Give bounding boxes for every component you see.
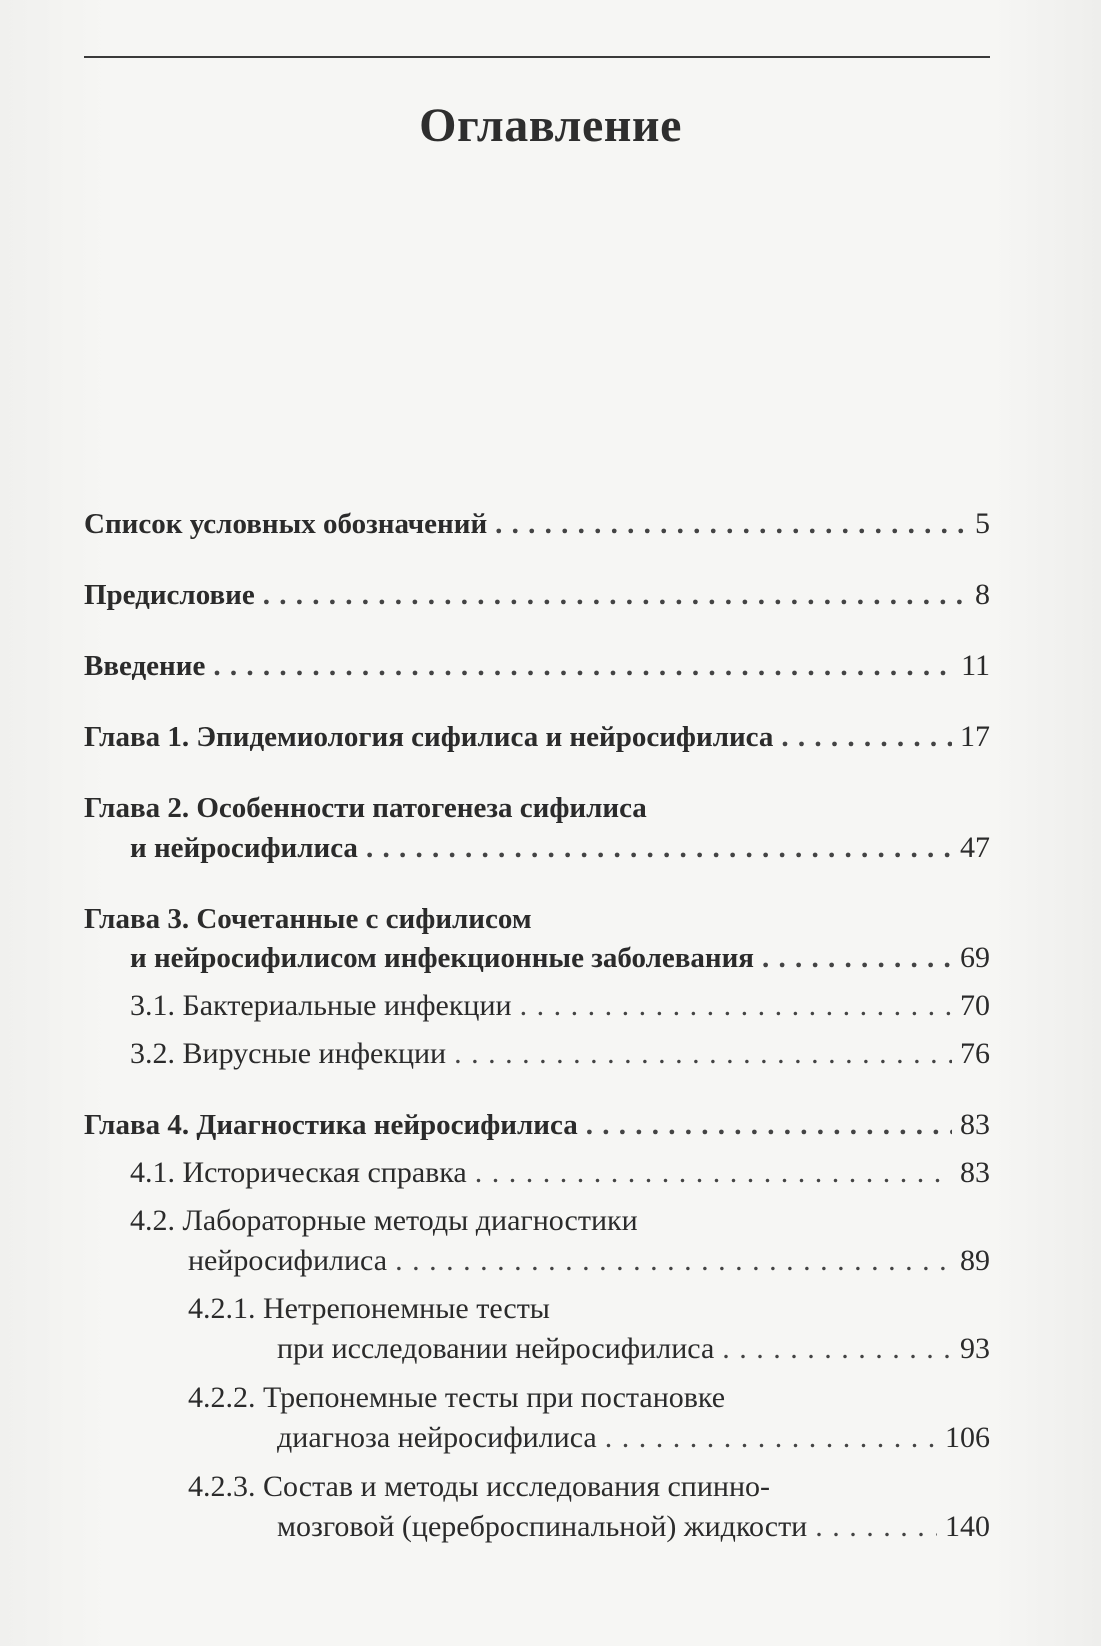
- toc-page-number: 89: [960, 1244, 990, 1277]
- toc-entry[interactable]: [130, 940, 990, 976]
- leader-dots: [605, 1420, 937, 1456]
- toc-entry[interactable]: [84, 506, 990, 542]
- toc-entry-title: Глава 4. Диагностика нейросифилиса: [84, 1109, 578, 1141]
- leader-dots: [475, 1155, 952, 1191]
- toc-entry-title-line1[interactable]: 4.2. Лабораторные методы диагностики: [130, 1204, 638, 1237]
- toc-page-number: 11: [961, 649, 990, 682]
- toc-page-number: 17: [960, 720, 990, 753]
- toc-entry[interactable]: [84, 1107, 990, 1143]
- toc-page-number: 8: [975, 578, 990, 611]
- leader-dots: [213, 648, 953, 684]
- leader-dots: [722, 1331, 952, 1367]
- leader-dots: [263, 577, 967, 613]
- toc-entry-title: Список условных обозначений: [84, 508, 488, 540]
- toc-entry-title: и нейросифилиса: [130, 832, 358, 864]
- toc-entry-title: диагноза нейросифилиса: [277, 1421, 597, 1454]
- toc-entry[interactable]: [130, 988, 990, 1024]
- toc-entry-title-line1[interactable]: Глава 2. Особенности патогенеза сифилиса: [84, 792, 647, 824]
- leader-dots: [520, 988, 952, 1024]
- toc-page-number: 93: [960, 1332, 990, 1365]
- toc-entry-title-line1[interactable]: 4.2.2. Трепонемные тесты при постановке: [188, 1381, 726, 1414]
- leader-dots: [815, 1509, 937, 1545]
- toc-page-number: 76: [960, 1037, 990, 1070]
- header-rule: [84, 56, 990, 58]
- toc-page-number: 47: [960, 831, 990, 864]
- toc-entry-title: 4.1. Историческая справка: [130, 1156, 467, 1189]
- toc-entry[interactable]: [130, 1155, 990, 1191]
- toc-entry[interactable]: [277, 1509, 990, 1545]
- toc-entry-title-line1[interactable]: 4.2.3. Состав и методы исследования спинно-: [188, 1470, 771, 1503]
- toc-page-number: 69: [960, 941, 990, 974]
- toc-page-number: 5: [975, 507, 990, 540]
- toc-entry-title: Предисловие: [84, 579, 255, 611]
- toc-entry[interactable]: [277, 1420, 990, 1456]
- leader-dots: [495, 506, 967, 542]
- toc-entry-title-line1[interactable]: Глава 3. Сочетанные с сифилисом: [84, 903, 532, 935]
- page-title: Оглавление: [419, 99, 682, 152]
- toc-entry-title: нейросифилиса: [188, 1244, 388, 1277]
- toc-entry[interactable]: [84, 719, 990, 755]
- toc-entry-title: при исследовании нейросифилиса: [277, 1332, 715, 1365]
- toc-entry[interactable]: [84, 577, 990, 613]
- toc-entry[interactable]: [84, 648, 990, 684]
- leader-dots: [366, 830, 952, 866]
- toc-entry-title-line1[interactable]: 4.2.1. Нетрепонемные тесты: [188, 1292, 550, 1325]
- toc-page-number: 83: [960, 1156, 990, 1189]
- toc-entry-title: Введение: [84, 650, 206, 682]
- leader-dots: [762, 940, 952, 976]
- toc-page-number: 140: [945, 1510, 990, 1543]
- toc-page-number: 106: [945, 1421, 990, 1454]
- toc-entry[interactable]: [188, 1243, 990, 1279]
- leader-dots: [454, 1036, 952, 1072]
- toc-entry-title: мозговой (цереброспинальной) жидкости: [277, 1510, 808, 1543]
- toc-page-number: 70: [960, 989, 990, 1022]
- toc-entry-title: 3.2. Вирусные инфекции: [130, 1037, 447, 1070]
- toc-entry[interactable]: [130, 830, 990, 866]
- toc-entry[interactable]: [277, 1331, 990, 1367]
- toc-entry-title: Глава 1. Эпидемиология сифилиса и нейросифилиса: [84, 721, 774, 753]
- leader-dots: [395, 1243, 952, 1279]
- toc-entry[interactable]: [130, 1036, 990, 1072]
- leader-dots: [781, 719, 952, 755]
- toc-page-number: 83: [960, 1108, 990, 1141]
- toc-entry-title: и нейросифилисом инфекционные заболевания: [130, 942, 754, 974]
- leader-dots: [586, 1107, 952, 1143]
- toc-entry-title: 3.1. Бактериальные инфекции: [130, 989, 512, 1022]
